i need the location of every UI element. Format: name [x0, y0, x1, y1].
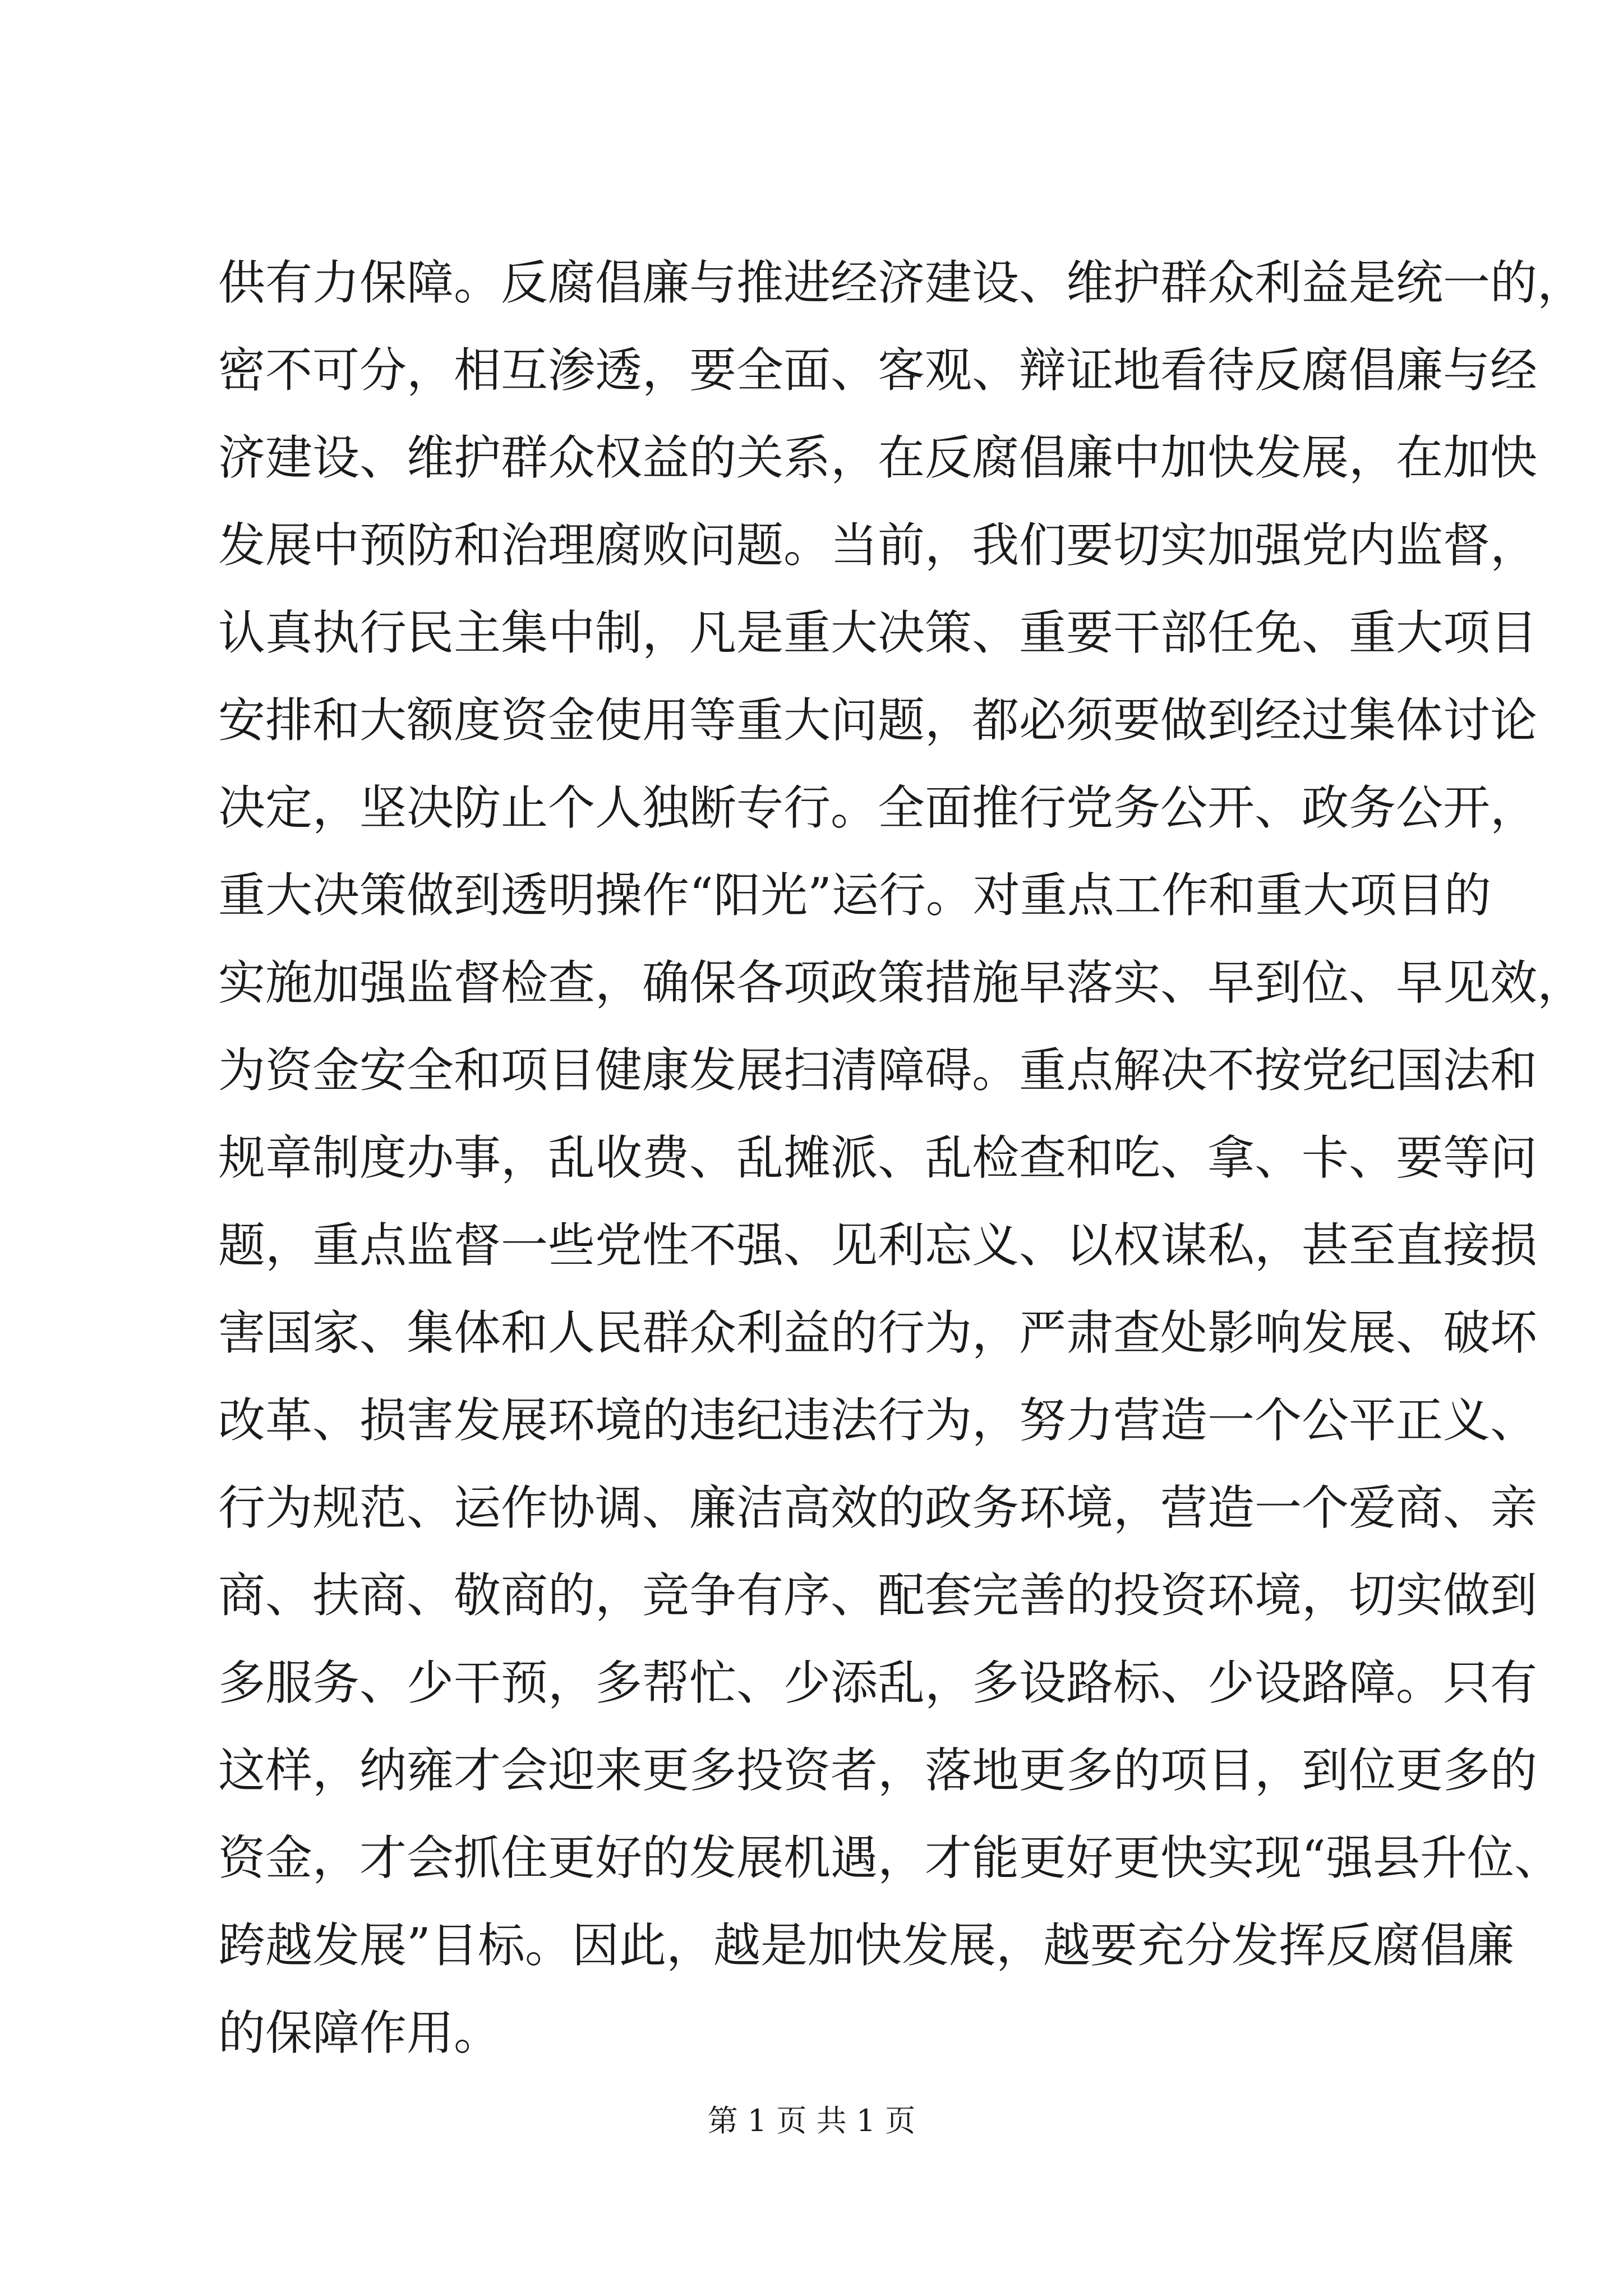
text-line: 重大决策做到透明操作“阳光”运行。对重点工作和重大项目的: [218, 868, 1491, 923]
text-line: 为资金安全和项目健康发展扫清障碍。重点解决不按党纪国法和: [218, 1043, 1538, 1098]
text-line: 多服务、少干预，多帮忙、少添乱，多设路标、少设路障。只有: [218, 1655, 1538, 1710]
text-line: 密不可分，相互渗透，要全面、客观、辩证地看待反腐倡廉与经: [218, 343, 1538, 398]
text-line: 决定，坚决防止个人独断专行。全面推行党务公开、政务公开，: [218, 780, 1538, 835]
text-line: 供有力保障。反腐倡廉与推进经济建设、维护群众利益是统一的，: [218, 255, 1585, 310]
text-line: 安排和大额度资金使用等重大问题，都必须要做到经过集体讨论: [218, 693, 1538, 748]
body-paragraph: [218, 239, 1585, 2077]
text-line: 认真执行民主集中制，凡是重大决策、重要干部任免、重大项目: [218, 605, 1538, 660]
text-line: 改革、损害发展环境的违纪违法行为，努力营造一个公平正义、: [218, 1393, 1538, 1448]
page-number-footer: 第 1 页 共 1 页: [707, 2103, 916, 2138]
text-line: 行为规范、运作协调、廉洁高效的政务环境，营造一个爱商、亲: [218, 1480, 1538, 1535]
text-line: 规章制度办事，乱收费、乱摊派、乱检查和吃、拿、卡、要等问: [218, 1130, 1538, 1185]
text-line: 实施加强监督检查，确保各项政策措施早落实、早到位、早见效，: [218, 955, 1585, 1010]
text-line: 商、扶商、敬商的，竞争有序、配套完善的投资环境，切实做到: [218, 1568, 1538, 1623]
text-line: 发展中预防和治理腐败问题。当前，我们要切实加强党内监督，: [218, 518, 1538, 573]
text-line: 济建设、维护群众权益的关系，在反腐倡廉中加快发展，在加快: [218, 430, 1538, 485]
text-line: 的保障作用。: [218, 2005, 501, 2060]
text-line: 资金，才会抓住更好的发展机遇，才能更好更快实现“强县升位、: [218, 1830, 1561, 1885]
text-line: 这样，纳雍才会迎来更多投资者，落地更多的项目，到位更多的: [218, 1743, 1538, 1798]
text-line: 跨越发展”目标。因此，越是加快发展，越要充分发挥反腐倡廉: [218, 1918, 1514, 1973]
text-line: 害国家、集体和人民群众利益的行为，严肃查处影响发展、破坏: [218, 1305, 1538, 1360]
text-line: 题，重点监督一些党性不强、见利忘义、以权谋私，甚至直接损: [218, 1218, 1538, 1273]
